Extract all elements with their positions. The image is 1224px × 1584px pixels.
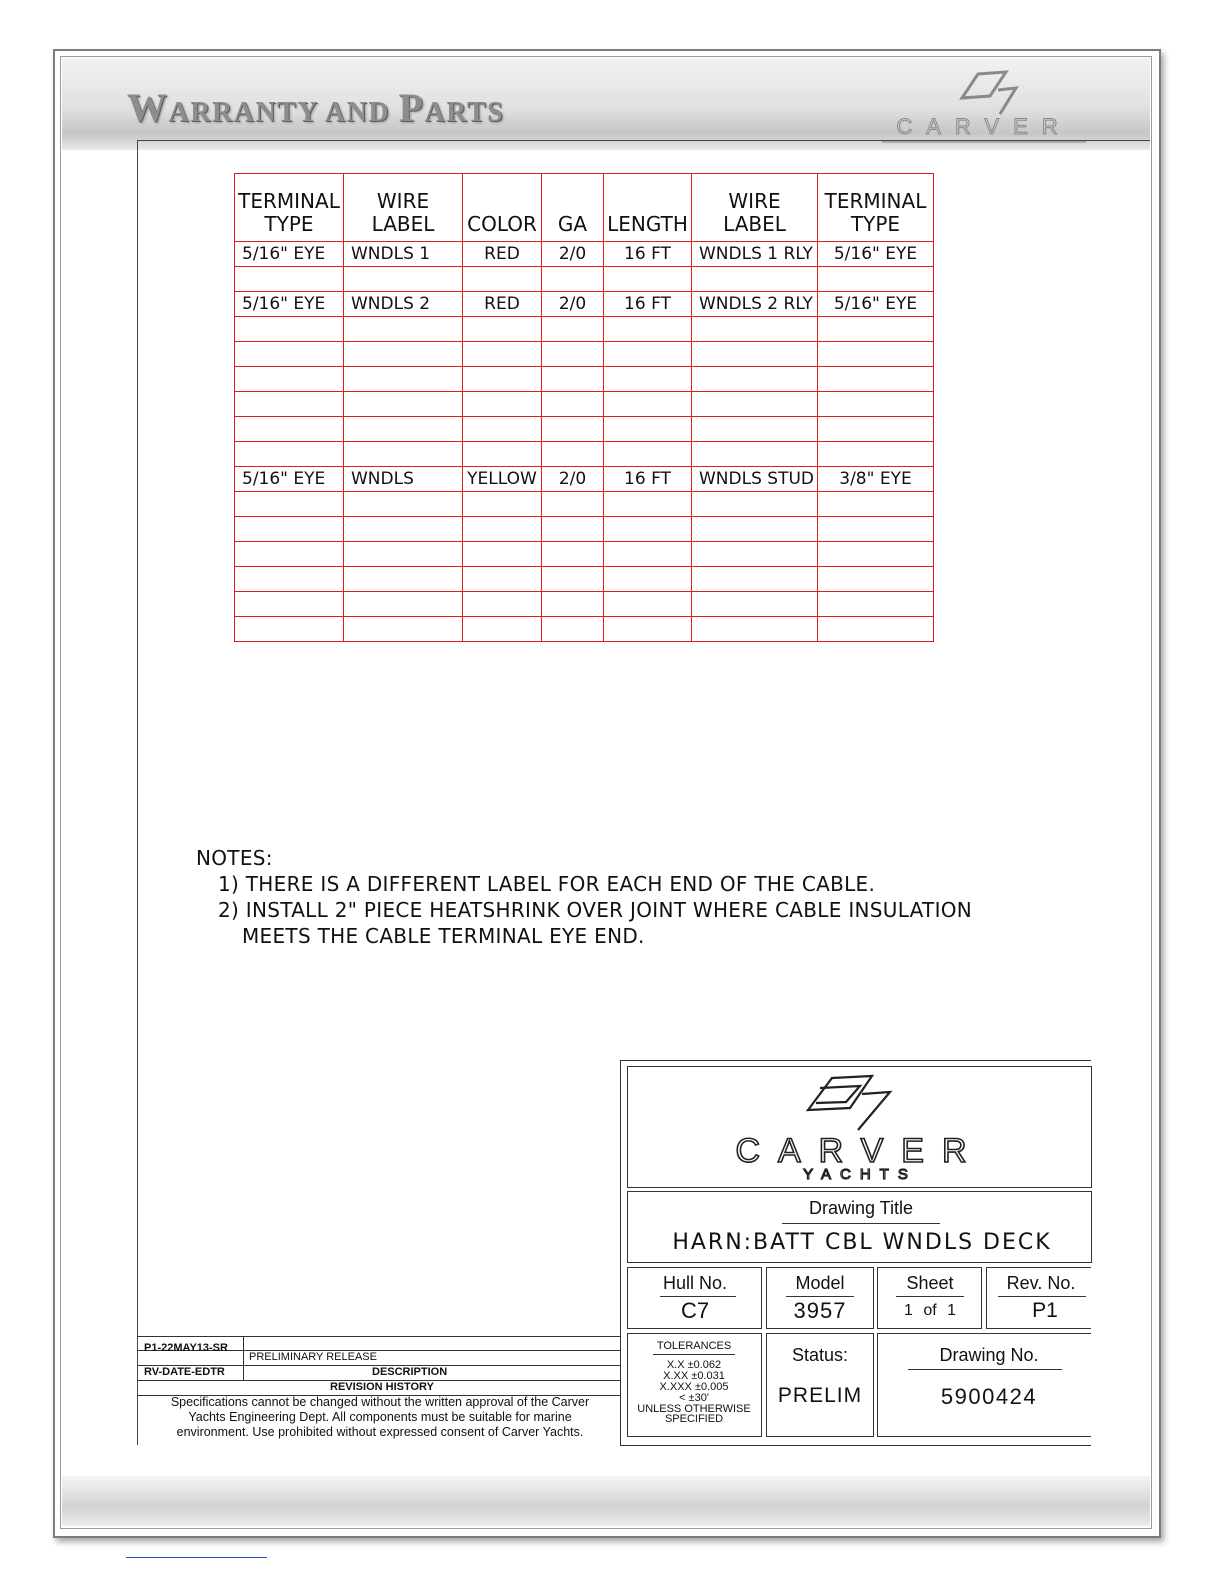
column-header: WIRE LABEL (344, 174, 463, 242)
column-header: WIRE LABEL (692, 174, 818, 242)
table-row (235, 292, 934, 317)
table-cell: 5/16" EYE (818, 292, 934, 317)
table-cell (235, 617, 344, 642)
table-cell: 5/16" EYE (235, 242, 344, 267)
table-cell (818, 317, 934, 342)
table-cell (344, 542, 463, 567)
table-cell (344, 492, 463, 517)
table-cell (344, 367, 463, 392)
table-cell (542, 492, 604, 517)
table-cell (542, 342, 604, 367)
table-cell (463, 517, 542, 542)
tolerance-line: SPECIFIED (664, 1413, 724, 1425)
table-cell (692, 317, 818, 342)
table-row (235, 567, 934, 592)
table-cell (818, 492, 934, 517)
cy-monogram-icon (808, 1076, 890, 1130)
table-cell (235, 342, 344, 367)
rev-label: Rev. No. (1006, 1273, 1076, 1293)
table-cell (818, 567, 934, 592)
table-cell: WNDLS 2 (344, 292, 463, 317)
table-cell (604, 567, 692, 592)
note-item: 1) THERE IS A DIFFERENT LABEL FOR EACH END OF THE CABLE. (218, 872, 876, 896)
column-header: TERMINAL TYPE (235, 174, 344, 242)
table-cell (463, 542, 542, 567)
table-cell (463, 442, 542, 467)
tolerance-line: X.XX ±0.031 (663, 1370, 725, 1382)
table-cell: WNDLS (344, 467, 463, 492)
table-row (235, 417, 934, 442)
tolerance-line: UNLESS OTHERWISE (637, 1403, 751, 1415)
table-cell (542, 542, 604, 567)
table-cell (344, 592, 463, 617)
table-cell (542, 567, 604, 592)
table-cell (463, 567, 542, 592)
table-cell: WNDLS STUD (692, 467, 818, 492)
table-cell (542, 367, 604, 392)
status-label: Status: (791, 1345, 849, 1365)
table-cell (235, 517, 344, 542)
table-cell (463, 342, 542, 367)
table-cell (235, 567, 344, 592)
table-cell (818, 417, 934, 442)
table-row (235, 542, 934, 567)
table-cell (235, 417, 344, 442)
model-number: 3957 (793, 1298, 847, 1323)
table-row (235, 592, 934, 617)
table-cell: RED (463, 242, 542, 267)
table-cell (463, 492, 542, 517)
wire-table-body (235, 242, 934, 642)
carver-yachts-logo (700, 1072, 1020, 1182)
page-title: WARRANTY AND PARTS (127, 85, 505, 130)
drawing-title-label: Drawing Title (808, 1198, 914, 1218)
table-cell (344, 517, 463, 542)
table-cell (692, 367, 818, 392)
table-cell (235, 317, 344, 342)
table-cell (463, 592, 542, 617)
tolerance-line: < ±30' (679, 1392, 709, 1404)
table-cell (235, 367, 344, 392)
sheet-number: 1 of 1 (903, 1302, 957, 1319)
column-header: LENGTH (604, 174, 692, 242)
table-cell (818, 517, 934, 542)
table-cell: 2/0 (542, 292, 604, 317)
table-cell (818, 542, 934, 567)
table-row (235, 242, 934, 267)
notes (196, 845, 972, 949)
drawing-number: 5900424 (940, 1384, 1038, 1409)
carver-wordmark: CARVER (896, 114, 1072, 139)
table-cell (604, 492, 692, 517)
wire-table (234, 173, 934, 642)
table-cell (344, 392, 463, 417)
table-cell (235, 442, 344, 467)
column-header: TERMINAL TYPE (818, 174, 934, 242)
table-cell: YELLOW (463, 467, 542, 492)
table-cell (692, 267, 818, 292)
table-cell (818, 392, 934, 417)
table-cell (463, 267, 542, 292)
table-cell: 5/16" EYE (818, 242, 934, 267)
table-cell (692, 617, 818, 642)
table-cell (692, 542, 818, 567)
table-cell (463, 392, 542, 417)
table-cell (542, 267, 604, 292)
table-cell: WNDLS 1 (344, 242, 463, 267)
table-cell: 16 FT (604, 242, 692, 267)
hull-label: Hull No. (662, 1273, 728, 1293)
cy-monogram-icon (962, 72, 1016, 114)
table-row (235, 492, 934, 517)
revision-description: PRELIMINARY RELEASE (249, 1351, 377, 1363)
table-cell (604, 392, 692, 417)
table-cell: RED (463, 292, 542, 317)
table-cell (818, 617, 934, 642)
table-row (235, 342, 934, 367)
table-cell (542, 592, 604, 617)
footer-band (62, 1476, 1150, 1526)
table-cell (235, 392, 344, 417)
table-cell (604, 417, 692, 442)
table-cell: 5/16" EYE (235, 292, 344, 317)
tolerances-label: TOLERANCES (656, 1340, 732, 1352)
carver-wordmark: CARVER (735, 1132, 985, 1170)
table-cell (463, 367, 542, 392)
table-cell (692, 392, 818, 417)
specification-notice: Specifications cannot be changed without the written approval of the Carver Yachts Engineering Dept. All components must be suitable for marine environment. Use prohibited without expressed consent of Carver Yachts. (170, 1395, 590, 1439)
table-cell (542, 442, 604, 467)
note-item: 2) INSTALL 2" PIECE HEATSHRINK OVER JOINT WHERE CABLE INSULATION (218, 898, 973, 922)
table-cell: 3/8" EYE (818, 467, 934, 492)
table-cell (692, 517, 818, 542)
column-header: GA (542, 174, 604, 242)
revision-history-label: REVISION HISTORY (330, 1381, 434, 1393)
table-row (235, 267, 934, 292)
table-cell (344, 617, 463, 642)
table-cell: 2/0 (542, 467, 604, 492)
table-row (235, 392, 934, 417)
drawing-title: HARN:BATT CBL WNDLS DECK (672, 1230, 1052, 1255)
table-row (235, 317, 934, 342)
table-header-row (235, 174, 934, 242)
table-cell (604, 442, 692, 467)
table-cell: 16 FT (604, 292, 692, 317)
table-cell (604, 517, 692, 542)
table-row (235, 617, 934, 642)
table-row (235, 467, 934, 492)
table-cell (692, 492, 818, 517)
revision-code-header: RV-DATE-EDTR (144, 1366, 225, 1378)
table-cell (542, 417, 604, 442)
table-cell (235, 592, 344, 617)
table-cell (818, 367, 934, 392)
table-cell (463, 617, 542, 642)
note-item-continued: MEETS THE CABLE TERMINAL EYE END. (242, 924, 645, 948)
table-cell (542, 317, 604, 342)
table-cell (604, 267, 692, 292)
table-cell (542, 392, 604, 417)
hull-number: C7 (680, 1298, 710, 1323)
drawing-number-label: Drawing No. (939, 1345, 1039, 1365)
table-cell (604, 592, 692, 617)
table-cell (604, 617, 692, 642)
table-cell: 2/0 (542, 242, 604, 267)
table-cell (235, 492, 344, 517)
table-cell (463, 417, 542, 442)
link-underline (126, 1557, 267, 1558)
table-cell (344, 417, 463, 442)
table-cell (818, 592, 934, 617)
table-cell (344, 442, 463, 467)
table-cell: WNDLS 1 RLY (692, 242, 818, 267)
table-cell (344, 567, 463, 592)
table-cell (692, 592, 818, 617)
table-cell (235, 542, 344, 567)
sheet-label: Sheet (906, 1273, 954, 1293)
table-cell (344, 342, 463, 367)
rev-number: P1 (1032, 1299, 1058, 1322)
notes-heading: NOTES: (196, 846, 273, 870)
table-cell (604, 542, 692, 567)
table-cell (344, 267, 463, 292)
tolerance-line: X.XXX ±0.005 (659, 1381, 729, 1393)
table-cell (692, 342, 818, 367)
table-cell: 16 FT (604, 467, 692, 492)
table-row (235, 517, 934, 542)
table-row (235, 367, 934, 392)
table-cell (344, 317, 463, 342)
table-cell (604, 342, 692, 367)
table-row (235, 442, 934, 467)
status-value: PRELIM (777, 1384, 863, 1407)
table-cell (604, 317, 692, 342)
table-cell (235, 267, 344, 292)
table-cell (818, 442, 934, 467)
revision-code: P1-22MAY13-SR (144, 1342, 228, 1354)
table-cell: 5/16" EYE (235, 467, 344, 492)
revision-description-header: DESCRIPTION (372, 1366, 448, 1378)
model-label: Model (795, 1273, 845, 1293)
table-cell (818, 267, 934, 292)
column-header: COLOR (463, 174, 542, 242)
table-cell (692, 417, 818, 442)
tolerance-line: X.X ±0.062 (666, 1359, 722, 1371)
table-cell (542, 517, 604, 542)
table-cell: WNDLS 2 RLY (692, 292, 818, 317)
yachts-wordmark: YACHTS (803, 1166, 917, 1182)
table-cell (463, 317, 542, 342)
table-cell (692, 442, 818, 467)
table-cell (604, 367, 692, 392)
table-cell (692, 567, 818, 592)
table-cell (818, 342, 934, 367)
table-cell (542, 617, 604, 642)
